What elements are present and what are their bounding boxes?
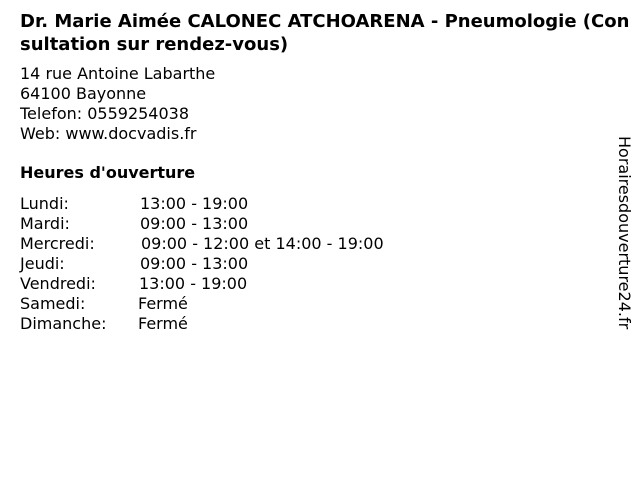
day-label: Mardi: <box>20 214 70 233</box>
day-hours: Fermé <box>138 294 188 313</box>
website: Web: www.docvadis.fr <box>20 124 197 143</box>
hours-row <box>20 274 384 294</box>
day-hours: Fermé <box>138 314 188 333</box>
page-title: Dr. Marie Aimée CALONEC ATCHOARENA - Pneumologie (Consultation sur rendez-vous) <box>20 11 630 55</box>
opening-hours-table <box>20 194 384 334</box>
street-address: 14 rue Antoine Labarthe <box>20 64 216 83</box>
hours-row <box>20 234 384 254</box>
address-block <box>20 64 215 144</box>
hours-row <box>20 194 384 214</box>
day-hours: 09:00 - 13:00 <box>140 254 249 273</box>
day-label: Mercredi: <box>20 234 95 253</box>
day-hours: 13:00 - 19:00 <box>139 274 248 293</box>
day-hours: 09:00 - 13:00 <box>140 214 249 233</box>
day-label: Samedi: <box>20 294 86 313</box>
hours-row <box>20 214 384 234</box>
day-hours: 13:00 - 19:00 <box>140 194 249 213</box>
hours-row <box>20 254 384 274</box>
opening-hours-heading: Heures d'ouverture <box>20 163 196 182</box>
day-label: Vendredi: <box>20 274 96 293</box>
site-watermark: Horairesdouverture24.fr <box>615 136 634 330</box>
day-label: Jeudi: <box>20 254 65 273</box>
postal-city: 64100 Bayonne <box>20 84 147 103</box>
hours-row <box>20 294 384 314</box>
day-label: Dimanche: <box>20 314 107 333</box>
day-hours: 09:00 - 12:00 et 14:00 - 19:00 <box>141 234 384 253</box>
phone-number: Telefon: 0559254038 <box>20 104 190 123</box>
day-label: Lundi: <box>20 194 69 213</box>
hours-row <box>20 314 384 334</box>
